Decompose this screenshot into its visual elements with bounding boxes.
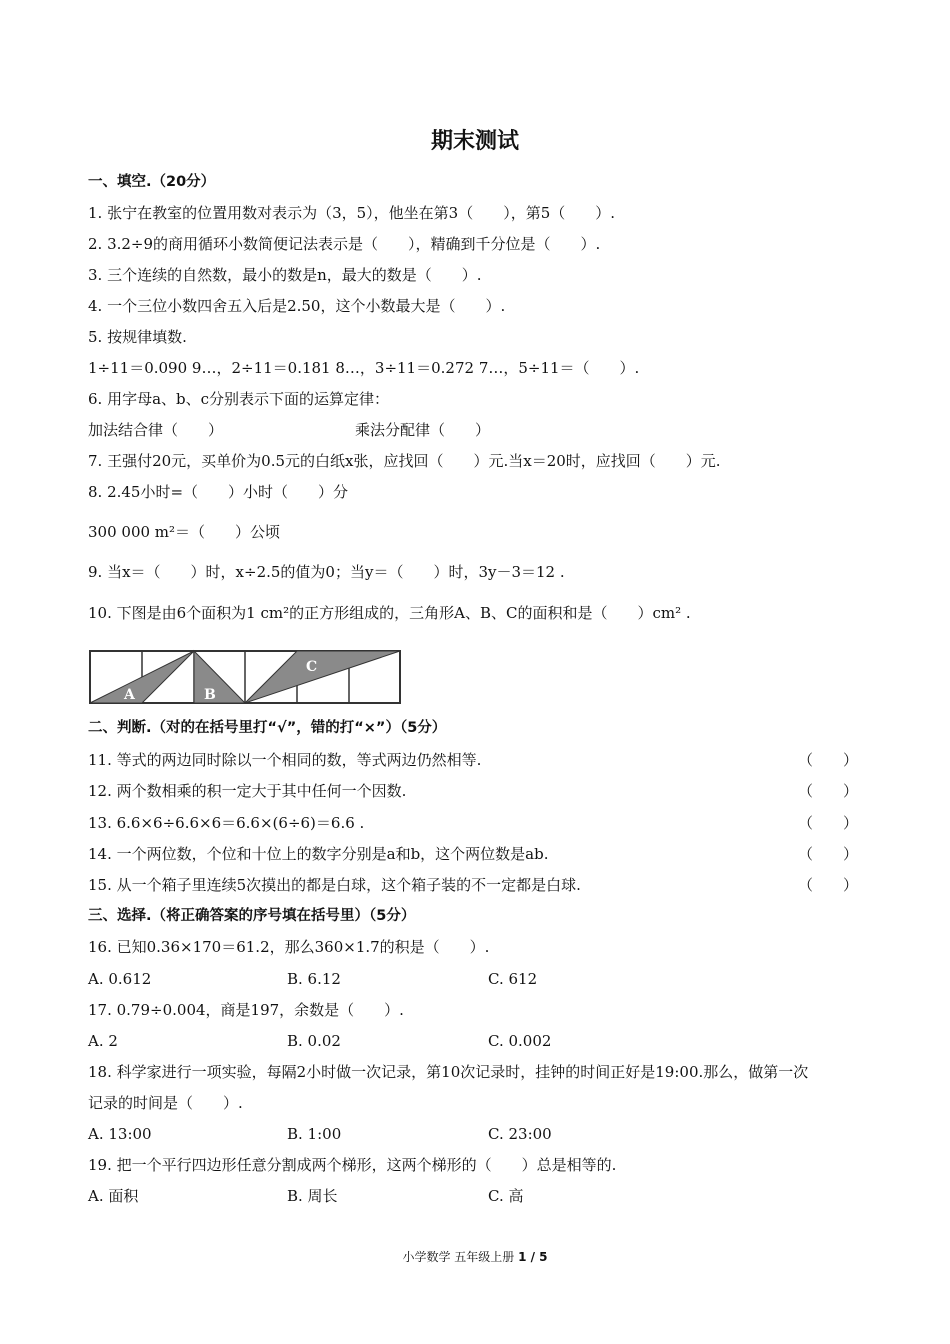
option-16-b: B. 6.12 [287, 970, 341, 988]
option-19-a: A. 面积 [88, 1187, 139, 1205]
option-18-a: A. 13:00 [88, 1125, 152, 1143]
page-number: 1 / 5 [518, 1250, 548, 1264]
answer-paren-12: （ ） [798, 782, 859, 800]
option-19-c: C. 高 [488, 1187, 524, 1205]
question-6: 6. 用字母a、b、c分别表示下面的运算定律： [88, 390, 390, 408]
label-b: B [204, 687, 216, 703]
question-15: 15. 从一个箱子里连续5次摸出的都是白球，这个箱子装的不一定都是白球. [88, 876, 581, 894]
answer-paren-11: （ ） [798, 751, 859, 769]
question-12: 12. 两个数相乘的积一定大于其中任何一个因数. [88, 782, 407, 800]
option-18-c: C. 23:00 [488, 1125, 552, 1143]
page-footer [0, 1248, 950, 1265]
question-8: 8. 2.45小时=（ ）小时（ ）分 [88, 483, 349, 501]
footer-text: 小学数学 五年级上册 [402, 1250, 519, 1264]
question-11: 11. 等式的两边同时除以一个相同的数，等式两边仍然相等. [88, 751, 482, 769]
option-17-a: A. 2 [88, 1032, 118, 1050]
question-19: 19. 把一个平行四边形任意分割成两个梯形，这两个梯形的（ ）总是相等的. [88, 1156, 617, 1174]
answer-paren-14: （ ） [798, 845, 859, 863]
question-14: 14. 一个两位数，个位和十位上的数字分别是a和b，这个两位数是ab. [88, 845, 549, 863]
question-18-cont: 记录的时间是（ ）. [88, 1094, 243, 1112]
option-17-b: B. 0.02 [287, 1032, 341, 1050]
option-19-b: B. 周长 [287, 1187, 338, 1205]
page-title: 期末测试 [430, 129, 519, 154]
section-1-heading: 一、填空.（20分） [88, 174, 216, 190]
question-6-addition: 加法结合律（ ） [88, 421, 224, 439]
question-3: 3. 三个连续的自然数，最小的数是n，最大的数是（ ）. [88, 266, 482, 284]
section-2-heading: 二、判断.（对的在括号里打“√”，错的打“×”）（5分） [88, 720, 447, 736]
question-4: 4. 一个三位小数四舍五入后是2.50，这个小数最大是（ ）. [88, 297, 506, 315]
option-18-b: B. 1:00 [287, 1125, 342, 1143]
label-a: A [124, 687, 135, 703]
question-6-multiplication: 乘法分配律（ ） [355, 421, 491, 439]
question-2: 2. 3.2÷9的商用循环小数简便记法表示是（ ），精确到千分位是（ ）. [88, 235, 601, 253]
option-16-a: A. 0.612 [88, 970, 152, 988]
answer-paren-13: （ ） [798, 814, 859, 832]
question-8-area: 300 000 m²＝（ ）公顷 [88, 523, 281, 541]
section-3-heading: 三、选择.（将正确答案的序号填在括号里）（5分） [88, 908, 416, 924]
question-18: 18. 科学家进行一项实验，每隔2小时做一次记录，第10次记录时，挂钟的时间正好是19:00.那么，做第一次 [88, 1063, 809, 1081]
question-7: 7. 王强付20元，买单价为0.5元的白纸x张，应找回（ ）元.当x＝20时，应找回（ ）元. [88, 452, 721, 470]
question-16: 16. 已知0.36×170＝61.2，那么360×1.7的积是（ ）. [88, 938, 490, 956]
answer-paren-15: （ ） [798, 876, 859, 894]
question-13: 13. 6.6×6÷6.6×6＝6.6×(6÷6)＝6.6 . [88, 814, 365, 832]
label-c: C [306, 659, 318, 675]
option-16-c: C. 612 [488, 970, 538, 988]
option-17-c: C. 0.002 [488, 1032, 552, 1050]
question-1: 1. 张宁在教室的位置用数对表示为（3，5），他坐在第3（ ），第5（ ）. [88, 204, 616, 222]
question-9: 9. 当x＝（ ）时，x÷2.5的值为0；当y＝（ ）时，3y－3＝12 . [88, 563, 565, 581]
question-5-sequence: 1÷11＝0.090 9…，2÷11＝0.181 8…，3÷11＝0.272 7…，5÷11＝（ ）. [88, 359, 640, 377]
squares-triangles-figure [88, 649, 402, 705]
question-17: 17. 0.79÷0.004，商是197，余数是（ ）. [88, 1001, 404, 1019]
question-10: 10. 下图是由6个面积为1 cm²的正方形组成的，三角形A、B、C的面积和是（ ）cm² . [88, 604, 691, 622]
question-5: 5. 按规律填数. [88, 328, 187, 346]
